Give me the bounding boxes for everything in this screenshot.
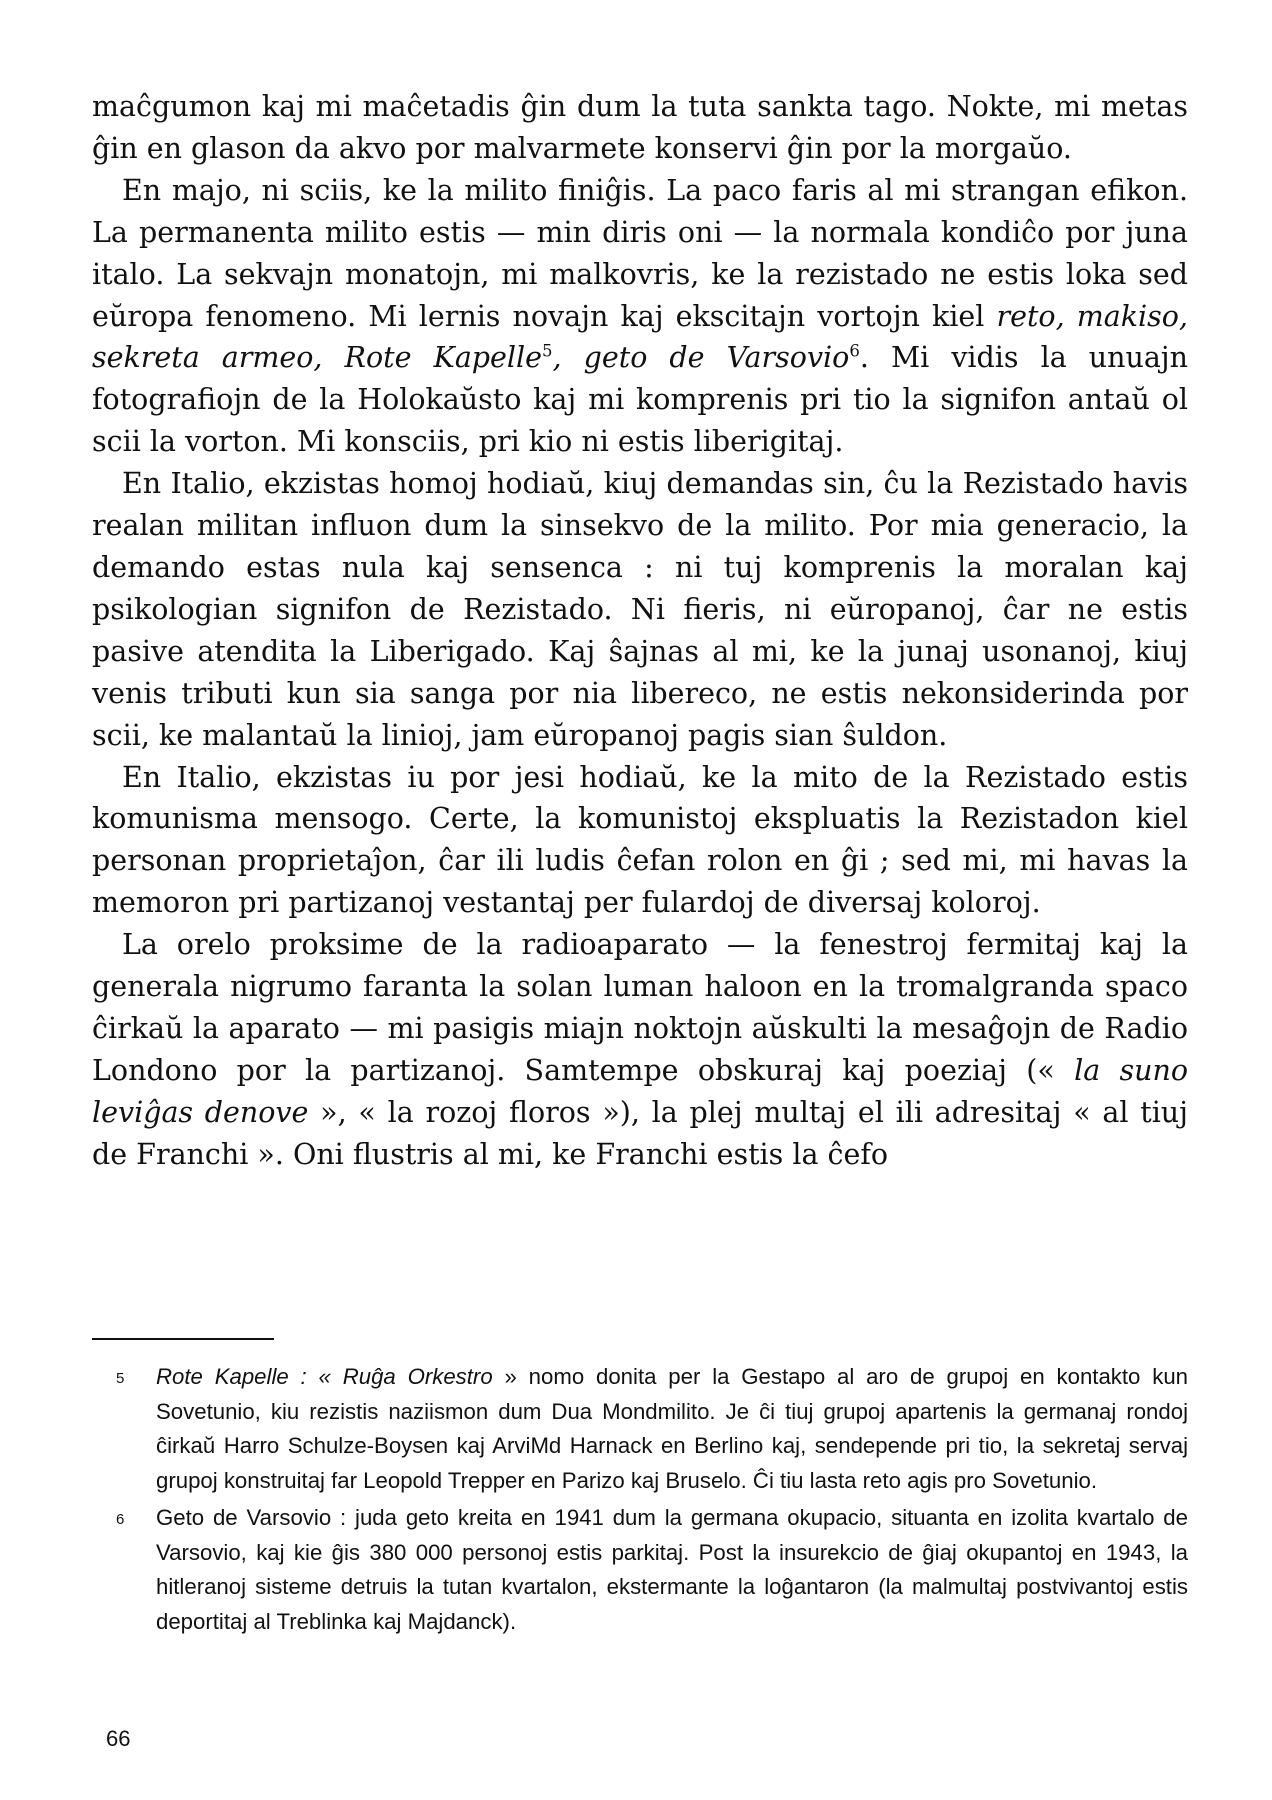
p2-italic-terms: reto, makiso, sekreta armeo, Rote Kapelle — [92, 299, 1188, 375]
footnote-ref-5[interactable]: 5 — [542, 341, 553, 361]
paragraph-4 — [92, 757, 1188, 925]
p1-text: maĉgumon kaj mi maĉetadis ĝin dum la tuta sankta tago. Nokte, mi metas ĝin en glason da akvo por malvarmete konservi ĝin por la morgaŭo. — [92, 90, 1188, 165]
paragraph-2 — [92, 170, 1188, 463]
footnotes — [92, 1360, 1188, 1642]
footnote-5-text: » nomo donita per la Gestapo al aro de grupoj en kontakto kun Sovetunio, kiu rezistis naziismon dum Dua Mondmilito. Je ĉi tiuj grupoj apartenis la germanaj rondoj ĉirkaŭ Harro Schulze-Boysen kaj ArviMd Harnack en Berlino kaj, sendepende pri tio, la sekretaj servaj grupoj konstruitaj far Leopold Trepper en Parizo kaj Bruselo. Ĉi tiu lasta reto agis pro Sovetunio. — [156, 1364, 1189, 1493]
footnote-5 — [92, 1360, 1188, 1498]
paragraph-1 — [92, 86, 1188, 170]
footnote-5-term: Rote Kapelle : « — [156, 1364, 343, 1389]
footnote-6 — [92, 1501, 1188, 1639]
p5-text-a: La orelo proksime de la radioaparato — la fenestroj fermitaj kaj la generala nigrumo faranta la solan luman haloon en la tromalgranda spaco ĉirkaŭ la aparato — mi pasigis miajn noktojn aŭskulti la mesaĝojn de Radio Londono por la partizanoj. Samtempe obskuraj kaj poeziaj (« — [92, 928, 1188, 1087]
p4-text: En Italio, ekzistas iu por jesi hodiaŭ, ke la mito de la Rezistado estis komunisma mensogo. Certe, la komunistoj ekspluatis la Rezistadon kiel personan proprietaĵon, ĉar ili ludis ĉefan rolon en ĝi ; sed mi, mi havas la memoron pri partizanoj vestantaj per fulardoj de diversaj koloroj. — [92, 760, 1188, 920]
p2-text-f: . Mi vidis la unuajn fotografiojn de la Holokaŭsto kaj mi komprenis pri tio la signifon antaŭ ol scii la vorton. Mi konsciis, pri kio ni estis liberigitaj. — [92, 341, 1188, 459]
paragraph-5 — [92, 924, 1188, 1175]
footnote-number: 6 — [116, 1511, 125, 1528]
p3-text: En Italio, ekzistas homoj hodiaŭ, kiuj demandas sin, ĉu la Rezistado havis realan militan influon dum la sinsekvo de la milito. Por mia generacio, la demando estas nula kaj sensenca : ni tuj komprenis la moralan kaj psikologian signifon de Rezistado. Ni fieris, ni eŭropanoj, ĉar ne estis pasive atendita la Liberigado. Kaj ŝajnas al mi, ke la junaj usonanoj, kiuj venis tributi kun sia sanga por nia libereco, ne estis nekonsiderinda por scii, ke malantaŭ la linioj, jam eŭropanoj pagis sian ŝuldon. — [92, 467, 1188, 752]
page-number: 66 — [106, 1726, 131, 1751]
footnote-number: 5 — [116, 1370, 125, 1387]
p2-italic-geto: , geto de Varsovio — [552, 341, 850, 375]
p2-text-a: En majo, ni sciis, ke la milito finiĝis. La paco faris al mi strangan efikon. La permanenta milito estis — min diris oni — la normala kondiĉo por juna italo. La sekvajn monatojn, mi malkovris, ke la rezistado ne estis loka sed eŭropa fenomeno. Mi lernis novajn kaj ekscitajn vortojn kiel — [92, 173, 1188, 333]
p5-italic-quote: la suno leviĝas denove — [92, 1053, 1188, 1129]
footnote-separator — [92, 1338, 274, 1340]
footnote-ref-6[interactable]: 6 — [849, 341, 860, 361]
footnote-5-italic: Ruĝa Orkestro — [342, 1364, 493, 1389]
paragraph-3 — [92, 463, 1188, 756]
main-text — [92, 86, 1188, 1176]
p5-text-c: », « la rozoj floros »), la plej multaj el ili adresitaj « al tiuj de Franchi ». Oni flustris al mi, ke Franchi estis la ĉefo — [92, 1095, 1188, 1171]
footnote-6-text: Geto de Varsovio : juda geto kreita en 1941 dum la germana okupacio, situanta en izolita kvartalo de Varsovio, kaj kie ĝis 380 000 personoj estis parkitaj. Post la insurekcio de ĝiaj okupantoj en 1943, la hitleranoj sisteme detruis la tutan kvartalon, ekstermante la loĝantaron (la malmultaj postvivantoj estis deportitaj al Treblinka kaj Majdanck). — [156, 1505, 1188, 1634]
